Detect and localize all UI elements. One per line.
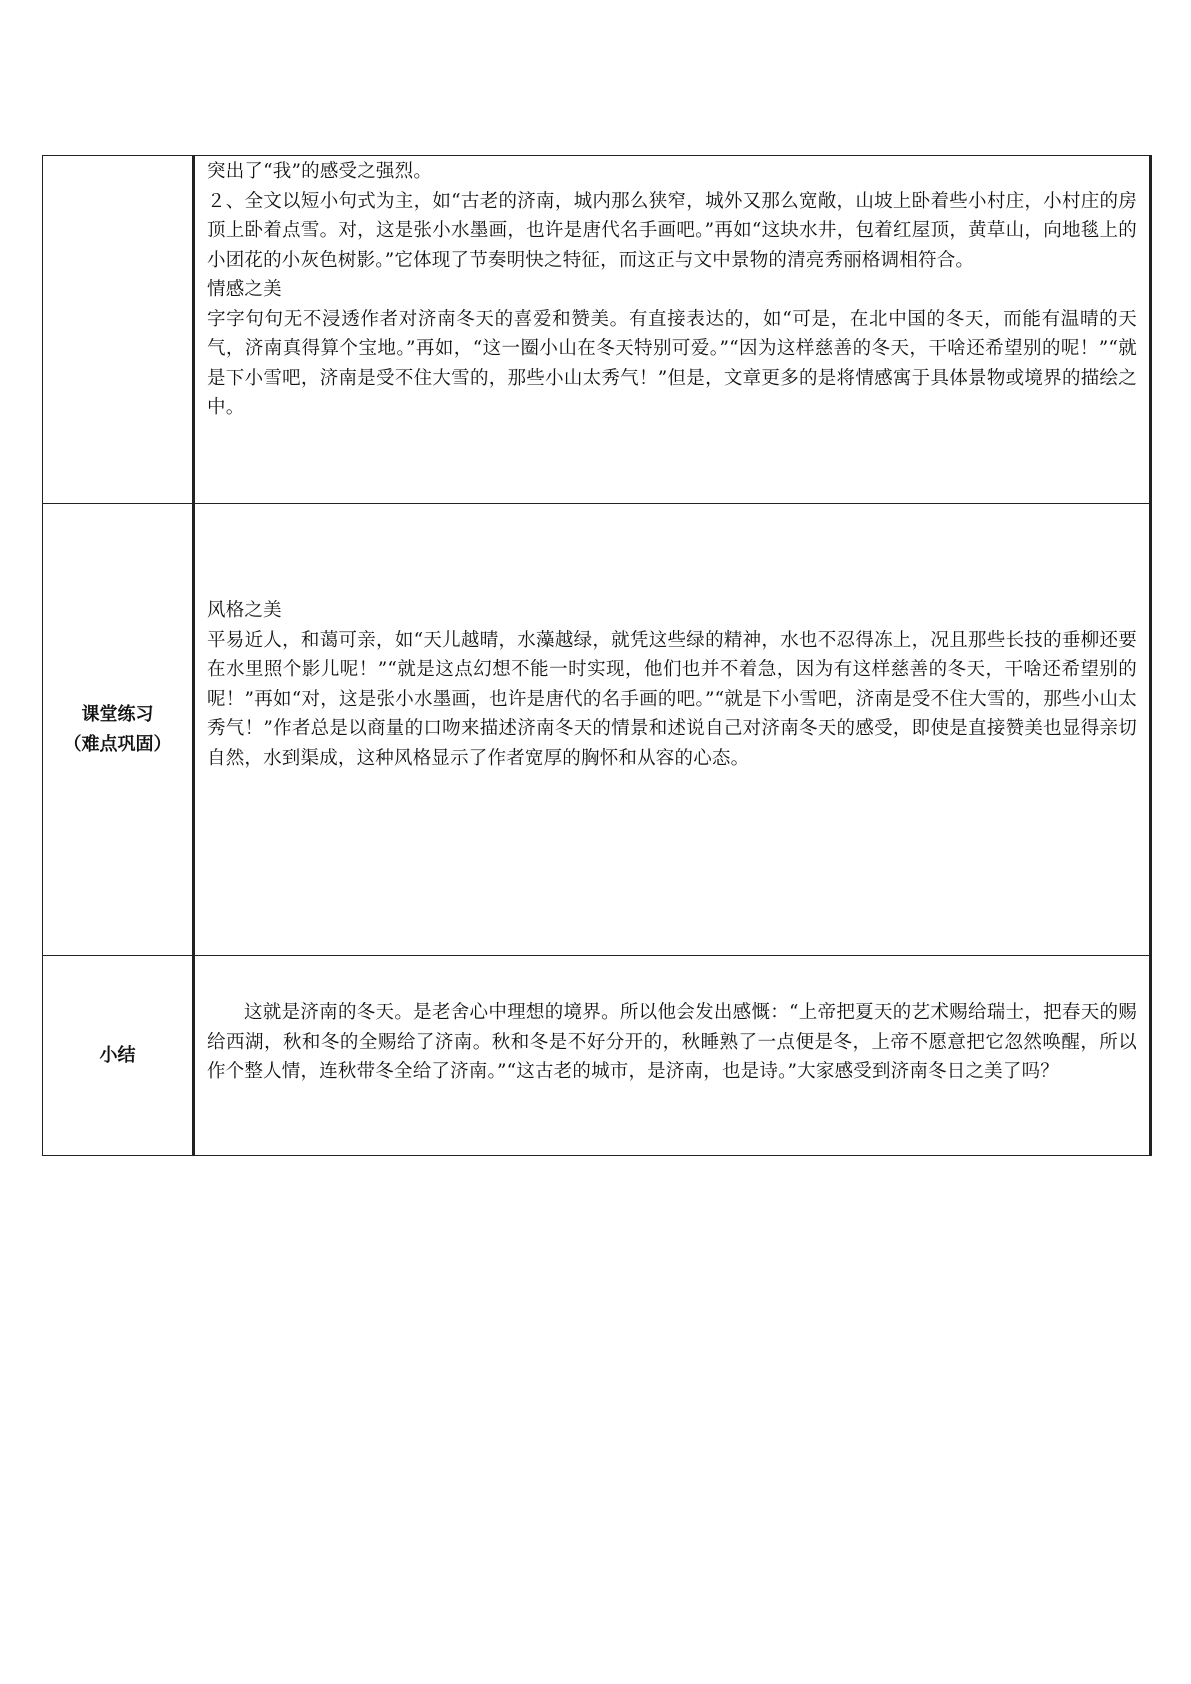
paragraph: 平易近人，和蔼可亲，如“天儿越晴，水藻越绿，就凭这些绿的精神，水也不忍得冻上，况且那些长技的垂柳还要在水里照个影儿呢！”“就是这点幻想不能一时实现，他们也并不着急，因为有这样慈善的冬天，干啥还希望别的呢！”再如“对，这是张小水墨画，也许是唐代的名手画的吧。”“就是下小雪吧，济南是受不住大雪的，那些小山太秀气！”作者总是以商量的口吻来描述济南冬天的情景和述说自己对济南冬天的感受，即使是直接赞美也显得亲切自然，水到渠成，这种风格显示了作者宽厚的胸怀和从容的心态。 <box>207 629 1137 769</box>
row-content-cell <box>194 956 1151 1156</box>
row-label-practice <box>43 700 192 760</box>
row-label-line: （难点巩固） <box>63 733 172 755</box>
table-row-summary <box>43 956 1151 1156</box>
table-row-practice <box>43 504 1151 956</box>
lesson-table <box>42 155 1152 1156</box>
paragraph: 这就是济南的冬天。是老舍心中理想的境界。所以他会发出感慨：“上帝把夏天的艺术赐给瑞士，把春天的赐给西湖，秋和冬的全赐给了济南。秋和冬是不好分开的，秋睡熟了一点便是冬，上帝不愿意把它忽然唤醒，所以作个整人情，连秋带冬全给了济南。”“这古老的城市，是济南，也是诗。”大家感受到济南冬日之美了吗？ <box>207 1002 1137 1082</box>
analysis-content <box>195 156 1149 423</box>
row-label-cell-empty <box>43 156 194 504</box>
row-label-cell <box>43 504 194 956</box>
row-label-cell <box>43 956 194 1156</box>
row-content-cell <box>194 504 1151 956</box>
practice-content <box>195 504 1149 773</box>
row-label-line: 课堂练习 <box>81 703 154 725</box>
row-content-cell <box>194 156 1151 504</box>
summary-content <box>195 956 1149 1087</box>
paragraph: 字字句句无不浸透作者对济南冬天的喜爱和赞美。有直接表达的，如“可是，在北中国的冬天，而能有温晴的天气，济南真得算个宝地。”再如，“这一圈小山在冬天特别可爱。”“因为这样慈善的冬天，干啥还希望别的呢！”“就是下小雪吧，济南是受不住大雪的，那些小山太秀气！”但是，文章更多的是将情感寓于具体景物或境界的描绘之中。 <box>207 308 1137 418</box>
section-heading: 情感之美 <box>207 279 282 300</box>
paragraph: ２、全文以短小句式为主，如“古老的济南，城内那么狭窄，城外又那么宽敞，山坡上卧着些小村庄，小村庄的房顶上卧着点雪。对，这是张小水墨画，也许是唐代名手画吧。”再如“这块水井，包着红屋顶，黄草山，向地毯上的小团花的小灰色树影。”它体现了节奏明快之特征，而这正与文中景物的清亮秀丽格调相符合。 <box>207 190 1137 271</box>
table-row-analysis <box>43 156 1151 504</box>
row-label-summary: 小结 <box>99 1044 136 1066</box>
section-heading: 风格之美 <box>207 600 282 621</box>
paragraph: 突出了“我”的感受之强烈。 <box>207 161 433 182</box>
